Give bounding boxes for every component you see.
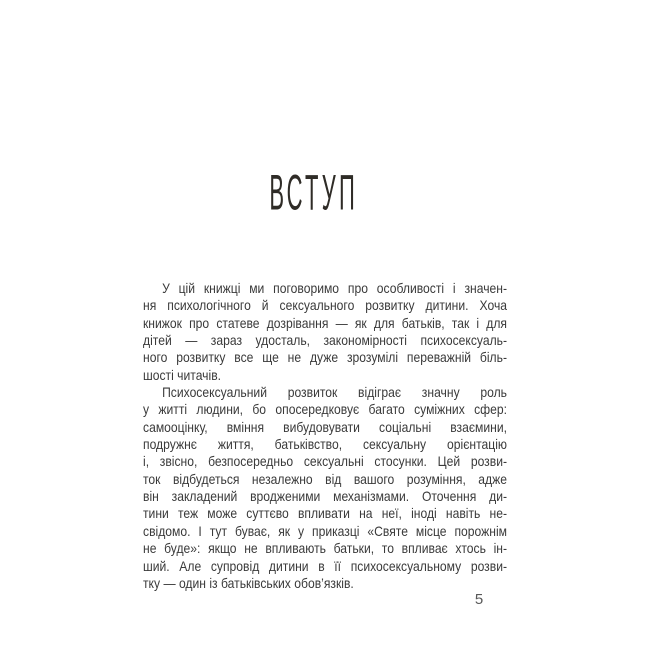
- text-line: самооцінку, вміння вибудовувати соціальні взаємини,: [143, 418, 508, 435]
- text-line: не буде»: якщо не впливають батьки, то впливає хтось ін-: [143, 540, 508, 557]
- text-line: і, звісно, безпосередньо сексуальні стосунки. Цей розви-: [143, 453, 508, 470]
- text-line: Психосексуальний розвиток відіграє значну роль: [162, 384, 508, 401]
- chapter-title: [0, 165, 628, 221]
- text-line: тку — один із батьківських обов’язків.: [143, 574, 354, 591]
- text-line: свідомо. І тут буває, як у приказці «Святе місце порожнім: [143, 522, 508, 539]
- text-line: шості читачів.: [143, 366, 222, 383]
- text-line: ного розвитку все ще не дуже зрозумілі переважній біль-: [143, 349, 508, 366]
- text-line: тини теж може суттєво впливати на неї, іноді навіть не-: [143, 505, 508, 522]
- page-body: [143, 280, 507, 592]
- text-line: книжок про статеве дозрівання — як для батьків, так і для: [143, 314, 508, 331]
- text-line: ший. Але супровід дитини в її психосексуальному розви-: [143, 557, 508, 574]
- text-line: подружнє життя, батьківство, сексуальну орієнтацію: [143, 436, 508, 453]
- chapter-title-text: ВСТУП: [269, 165, 359, 221]
- text-line: ток відбудеться незалежно від вашого розуміння, адже: [143, 470, 508, 487]
- text-line: у житті людини, бо опосередковує багато суміжних сфер:: [143, 401, 508, 418]
- text-line: ня психологічного й сексуального розвитку дитини. Хоча: [143, 297, 508, 314]
- text-line: він закладений вродженими механізмами. Оточення ди-: [143, 488, 508, 505]
- text-line: дітей — зараз удосталь, закономірності психосексуаль-: [143, 332, 508, 349]
- text-line: У цій книжці ми поговоримо про особливості і значен-: [162, 280, 508, 296]
- page-number: 5: [474, 591, 484, 608]
